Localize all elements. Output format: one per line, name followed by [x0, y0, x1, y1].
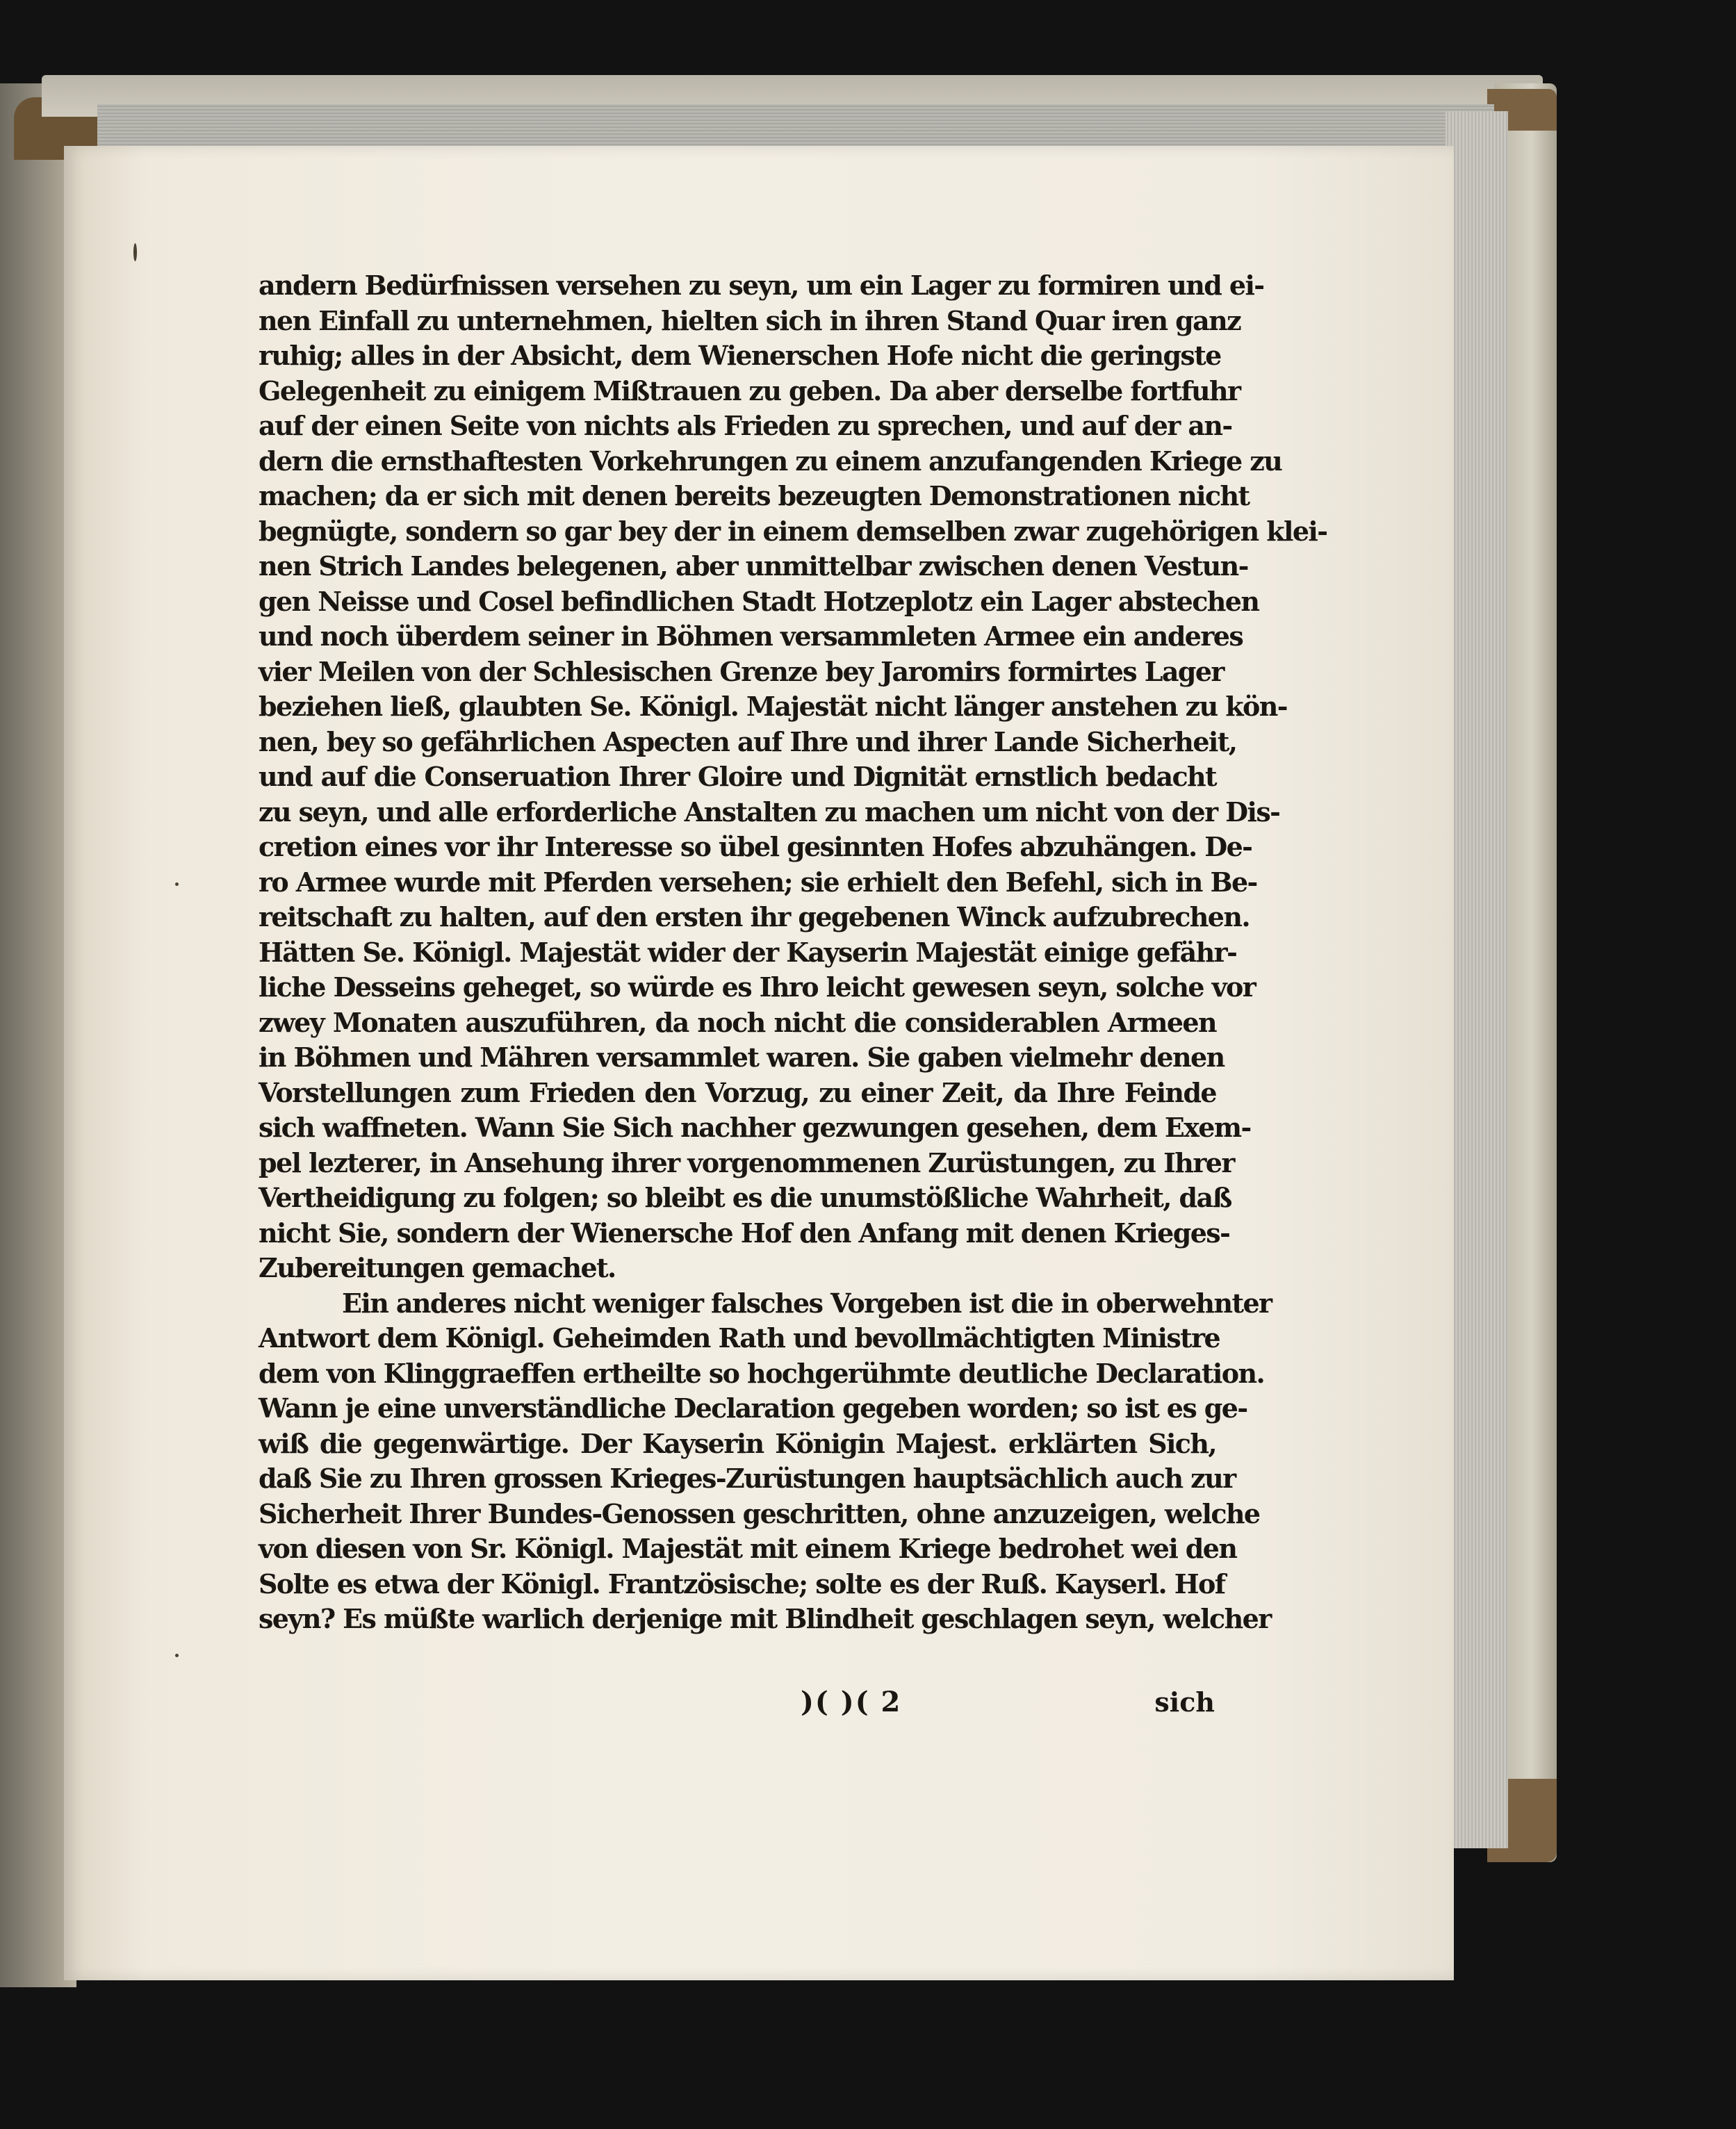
text-line: nicht Sie, sondern der Wienersche Hof den Anfang mit denen Krieges- [259, 1217, 1230, 1249]
text-line: Ein anderes nicht weniger falsches Vorgeben ist die in oberwehnter [342, 1287, 1272, 1319]
page-edges-side [1446, 111, 1508, 1848]
text-line: seyn? Es müßte warlich derjenige mit Blindheit geschlagen seyn, welcher [259, 1603, 1271, 1634]
page-speck [175, 882, 179, 886]
text-line: auf der einen Seite von nichts als Frieden zu sprechen, und auf der an- [259, 410, 1232, 441]
text-line: wiß die gegenwärtige. Der Kayserin Königin Majest. erklärten Sich, [259, 1427, 1216, 1459]
text-line: zwey Monaten auszuführen, da noch nicht die considerablen Armeen [259, 1006, 1216, 1038]
text-line: cretion eines vor ihr Interesse so übel gesinnten Hofes abzuhängen. De- [259, 831, 1252, 862]
catchword: sich [1154, 1686, 1215, 1718]
text-line: ruhig; alles in der Absicht, dem Wienerschen Hofe nicht die geringste [259, 340, 1221, 371]
text-line: vier Meilen von der Schlesischen Grenze bey Jaromirs formirtes Lager [259, 655, 1224, 687]
signature-mark: )( )( 2 [801, 1686, 902, 1718]
text-line: Gelegenheit zu einigem Mißtrauen zu geben. Da aber derselbe fortfuhr [259, 375, 1240, 406]
text-line: und auf die Conseruation Ihrer Gloire und Dignität ernstlich bedacht [259, 761, 1216, 792]
text-line: gen Neisse und Cosel befindlichen Stadt Hotzeplotz ein Lager abstechen [259, 585, 1259, 617]
text-line: machen; da er sich mit denen bereits bezeugten Demonstrationen nicht [259, 480, 1250, 511]
text-line: Sicherheit Ihrer Bundes-Genossen geschritten, ohne anzuzeigen, welche [259, 1497, 1260, 1529]
body-text [259, 268, 1327, 1720]
text-line: sich waffneten. Wann Sie Sich nachher gezwungen gesehen, dem Exem- [259, 1112, 1251, 1143]
text-line: beziehen ließ, glaubten Se. Königl. Majestät nicht länger anstehen zu kön- [259, 691, 1287, 722]
text-line: daß Sie zu Ihren grossen Krieges-Zurüstungen hauptsächlich auch zur [259, 1463, 1236, 1494]
text-line: begnügte, sondern so gar bey der in einem demselben zwar zugehörigen klei- [259, 515, 1327, 547]
text-line: Hätten Se. Königl. Majestät wider der Kayserin Majestät einige gefähr- [259, 936, 1237, 968]
text-line: nen Einfall zu unternehmen, hielten sich in ihren Stand Quar iren ganz [259, 304, 1241, 336]
page-speck [175, 1654, 179, 1657]
text-line: Solte es etwa der Königl. Frantzösische; solte es der Ruß. Kayserl. Hof [259, 1568, 1225, 1600]
page-speck [133, 243, 137, 261]
text-line: Zubereitungen gemachet. [259, 1252, 616, 1283]
text-line: Antwort dem Königl. Geheimden Rath und bevollmächtigten Ministre [259, 1322, 1220, 1354]
text-line: Wann je eine unverständliche Declaration gegeben worden; so ist es ge- [259, 1392, 1247, 1424]
text-line: ro Armee wurde mit Pferden versehen; sie erhielt den Befehl, sich in Be- [259, 866, 1257, 898]
text-line: von diesen von Sr. Königl. Majestät mit einem Kriege bedrohet wei den [259, 1533, 1237, 1564]
text-line: pel lezterer, in Ansehung ihrer vorgenommenen Zurüstungen, zu Ihrer [259, 1146, 1234, 1178]
text-line: nen Strich Landes belegenen, aber unmittelbar zwischen denen Vestun- [259, 550, 1248, 582]
text-line: zu seyn, und alle erforderliche Anstalten zu machen um nicht von der Dis- [259, 796, 1280, 828]
text-line: Vorstellungen zum Frieden den Vorzug, zu einer Zeit, da Ihre Feinde [259, 1076, 1216, 1108]
text-line: Vertheidigung zu folgen; so bleibt es die unumstößliche Wahrheit, daß [259, 1182, 1231, 1213]
text-line: reitschaft zu halten, auf den ersten ihr gegebenen Winck aufzubrechen. [259, 901, 1250, 932]
text-line: in Böhmen und Mähren versammlet waren. Sie gaben vielmehr denen [259, 1042, 1225, 1073]
text-line: dern die ernsthaftesten Vorkehrungen zu einem anzufangenden Kriege zu [259, 445, 1282, 477]
page-footer [259, 1682, 1216, 1723]
page-edges-top [97, 104, 1494, 147]
text-line: dem von Klinggraeffen ertheilte so hochgerühmte deutliche Declaration. [259, 1357, 1265, 1389]
text-line: und noch überdem seiner in Böhmen versammleten Armee ein anderes [259, 620, 1243, 652]
text-line: liche Desseins geheget, so würde es Ihro leicht gewesen seyn, solche vor [259, 971, 1256, 1003]
text-line: nen, bey so gefährlichen Aspecten auf Ihre und ihrer Lande Sicherheit, [259, 725, 1237, 757]
text-line: andern Bedürfnissen versehen zu seyn, um ein Lager zu formiren und ei- [259, 270, 1264, 301]
